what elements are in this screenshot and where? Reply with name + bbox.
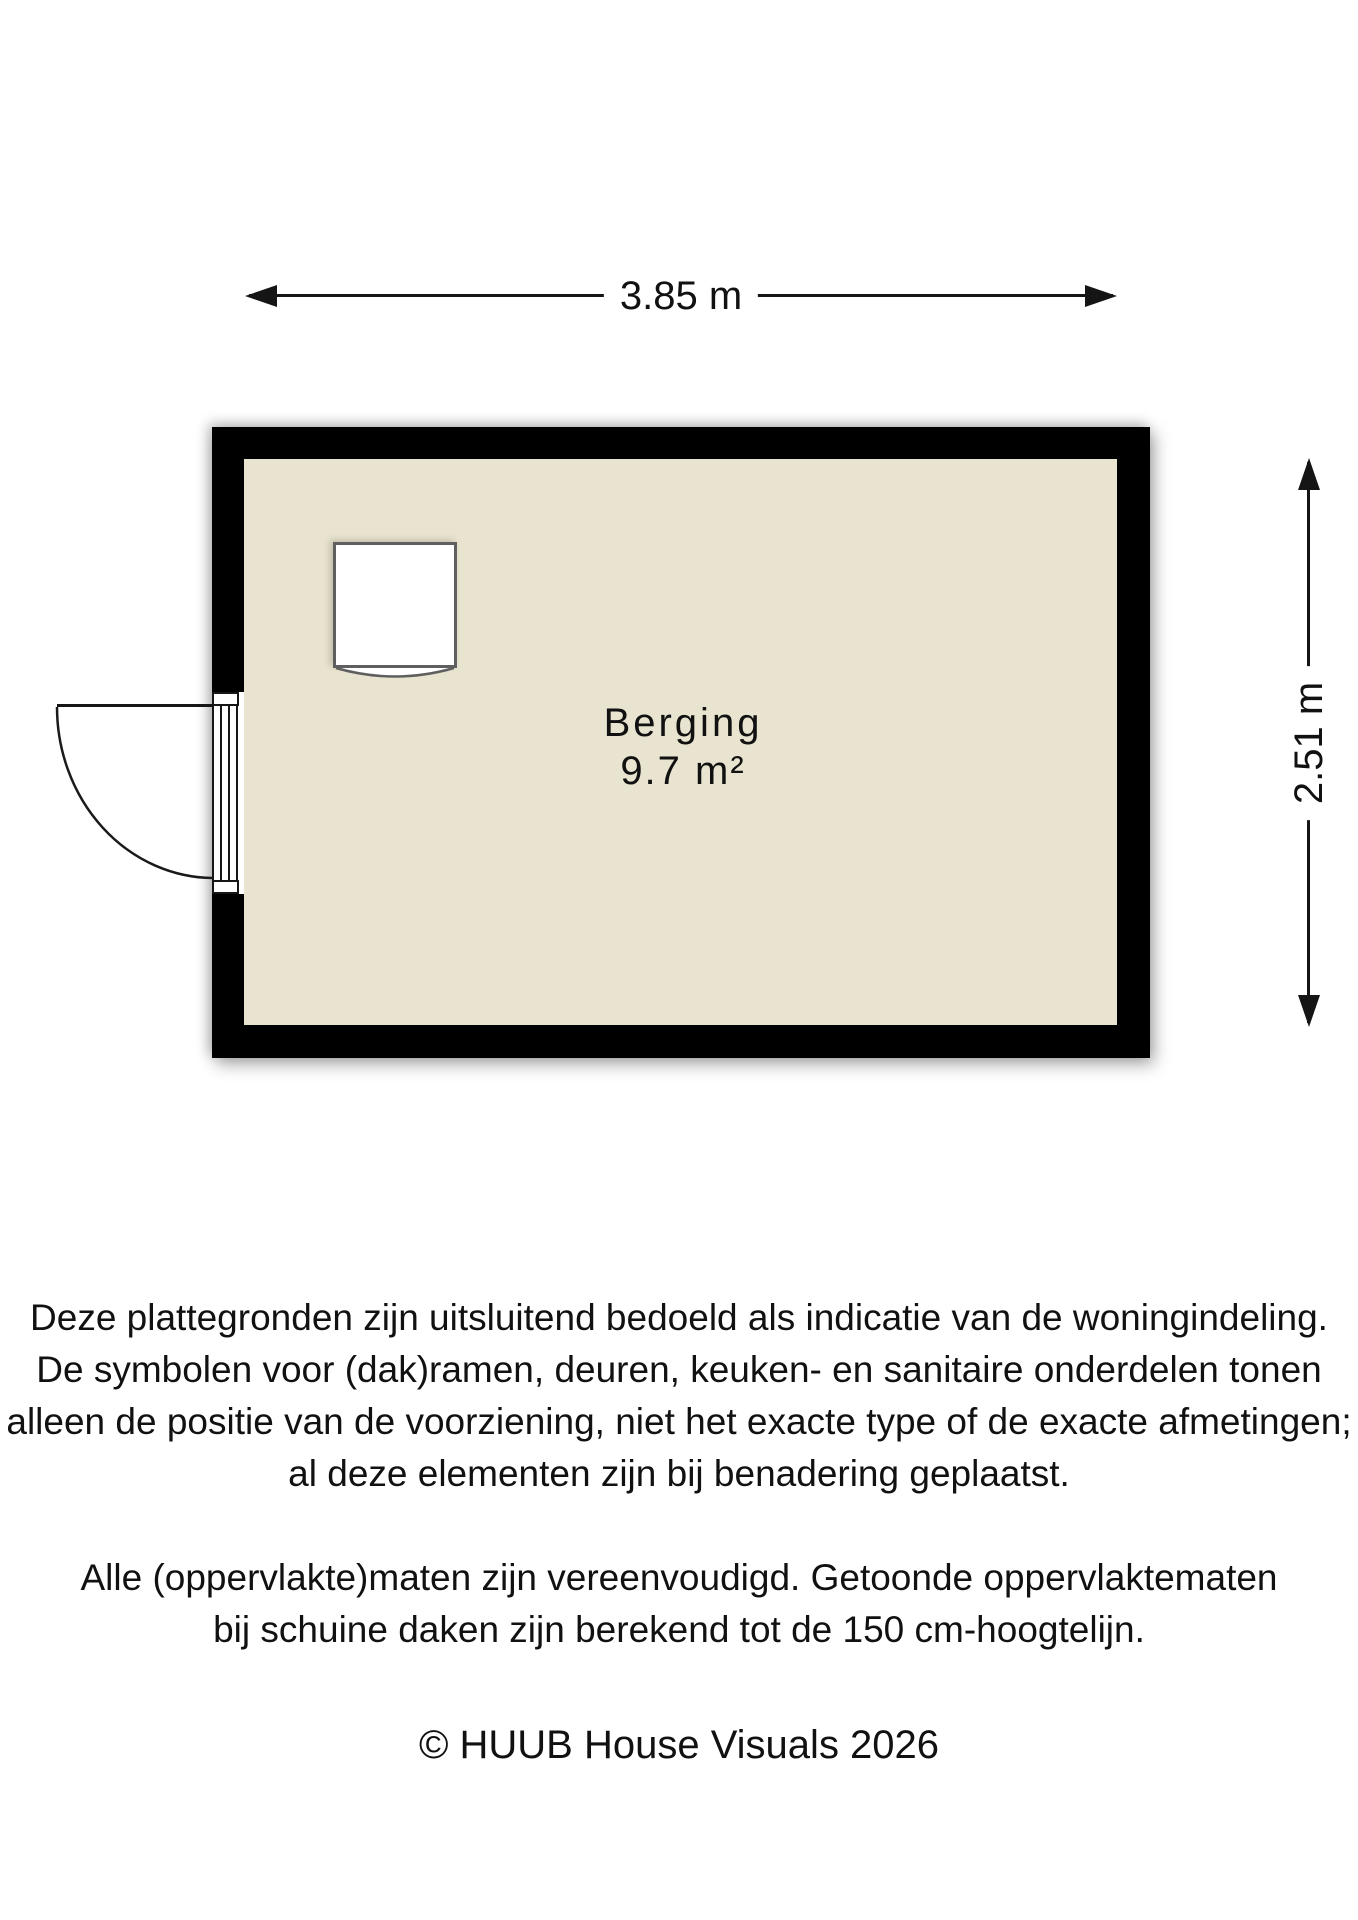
washing-machine-symbol [333,542,457,668]
disclaimer-line: De symbolen voor (dak)ramen, deuren, keuken- en sanitaire onderdelen tonen [36,1349,1322,1390]
disclaimer [0,1292,1358,1768]
width-dimension-label: 3.85 m [604,273,758,319]
door-leaf [57,704,214,707]
door-frame-line [212,706,214,880]
height-dimension-label: 2.51 m [1286,665,1332,819]
door-opening [212,692,244,894]
height-dimension [1286,458,1331,1027]
door-frame-line [220,706,222,880]
copyright-line: © HUUB House Visuals 2026 [418,1723,940,1767]
door-jamb-top [212,692,239,706]
disclaimer-line: alleen de positie van de voorziening, niet het exacte type of de exacte afmetingen; [6,1401,1352,1442]
disclaimer-line: Alle (oppervlakte)maten zijn vereenvoudigd. Getoonde oppervlaktematen [80,1557,1278,1598]
door-frame-line [236,706,238,880]
arrow-down-icon [1298,995,1320,1027]
arrow-left-icon [245,285,277,307]
arrow-up-icon [1298,458,1320,490]
room-label [604,700,763,794]
door-jamb-bottom [212,880,239,894]
disclaimer-line: al deze elementen zijn bij benadering geplaatst. [288,1453,1070,1494]
room-name: Berging [603,701,763,745]
door-frame-line [228,706,230,880]
door-swing-arc [57,707,213,878]
disclaimer-line: bij schuine daken zijn berekend tot de 150 cm-hoogtelijn. [213,1609,1145,1650]
disclaimer-line: Deze plattegronden zijn uitsluitend bedoeld als indicatie van de woningindeling. [30,1297,1328,1338]
room-area: 9.7 m² [620,749,746,793]
arrow-right-icon [1085,285,1117,307]
width-dimension [245,273,1117,318]
